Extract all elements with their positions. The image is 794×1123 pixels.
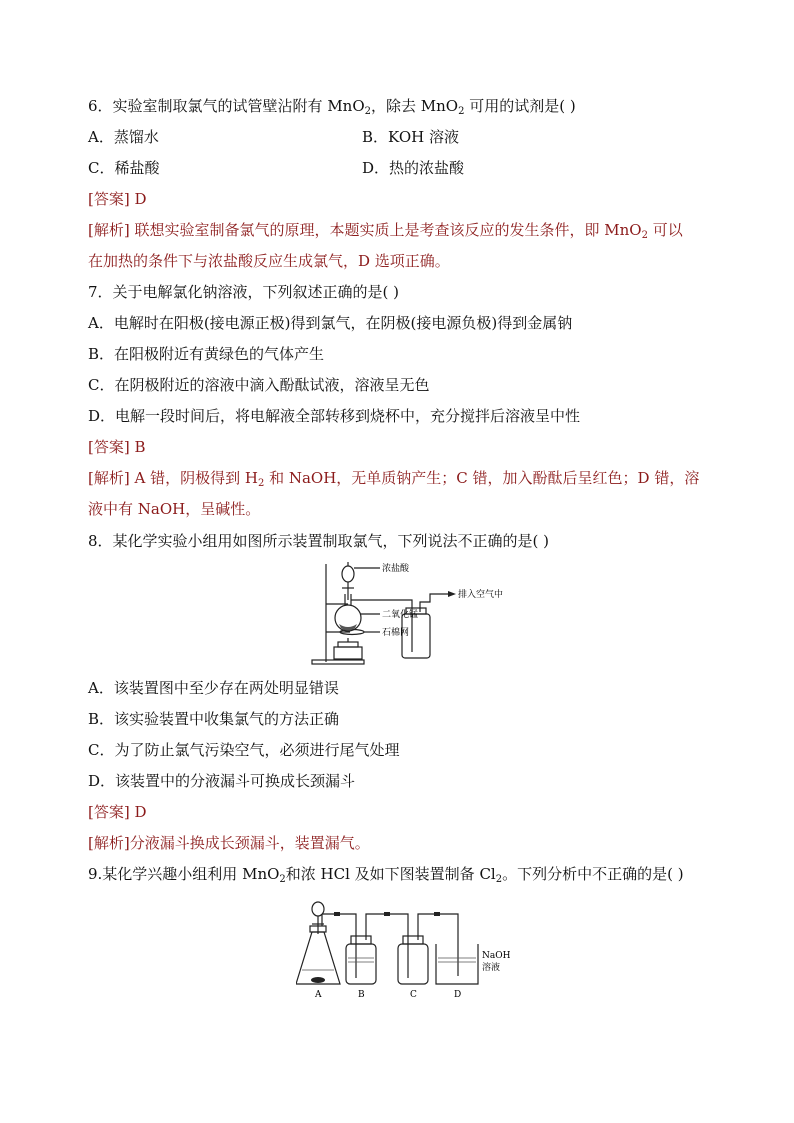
q6-analysis-line2: 在加热的条件下与浓盐酸反应生成氯气，D 选项正确。 (88, 252, 450, 270)
q8-analysis: [解析]分液漏斗换成长颈漏斗，装置漏气。 (88, 834, 370, 852)
cl2-preparation-figure (296, 900, 526, 1004)
label-b: B (358, 990, 365, 1000)
chlorine-apparatus-drawing (308, 560, 528, 670)
q6-stem: 6．实验室制取氯气的试管壁沾附有 MnO$_2$，除去 MnO$_2$ 可用的试剂是( ) (88, 97, 576, 117)
q6-option-a: A．蒸馏水 (88, 128, 159, 146)
q6-answer: [答案] D (88, 190, 147, 208)
q6-option-c: C．稀盐酸 (88, 159, 160, 177)
label-naoh: NaOH (482, 951, 511, 961)
q7-option-d: D．电解一段时间后，将电解液全部转移到烧杯中，充分搅拌后溶液呈中性 (88, 407, 581, 425)
q8-option-d: D．该装置中的分液漏斗可换成长颈漏斗 (88, 772, 356, 790)
label-mno2: 二氧化锰 (382, 610, 419, 620)
q7-analysis-line1: [解析] A 错，阴极得到 $H_2$ 和 NaOH，无单质钠产生；C 错，加入酚酞后呈红色；D 错，溶 (88, 469, 700, 489)
label-vent-to-air: 排入空气中 (458, 590, 504, 600)
q8-option-a: A．该装置图中至少存在两处明显错误 (88, 679, 339, 697)
chlorine-apparatus-figure (308, 560, 528, 670)
q8-option-c: C．为了防止氯气污染空气，必须进行尾气处理 (88, 741, 400, 759)
label-naoh-solution: 溶液 (482, 963, 501, 973)
q6-analysis-line1: [解析] 联想实验室制备氯气的原理，本题实质上是考查该反应的发生条件，即 MnO$_2$ 可以 (88, 221, 683, 241)
q8-answer: [答案] D (88, 803, 147, 821)
q7-option-b: B．在阳极附近有黄绿色的气体产生 (88, 345, 325, 363)
q9-stem: 9.某化学兴趣小组利用 MnO$_2$和浓 HCl 及如下图装置制备 $Cl_2$。下列分析中不正确的是( ) (88, 865, 684, 885)
cl2-preparation-drawing (296, 900, 526, 1004)
q7-answer: [答案] B (88, 438, 146, 456)
q8-stem: 8．某化学实验小组用如图所示装置制取氯气，下列说法不正确的是( ) (88, 532, 550, 550)
q7-stem: 7．关于电解氯化钠溶液，下列叙述正确的是( ) (88, 283, 400, 301)
q7-analysis-line2: 液中有 NaOH，呈碱性。 (88, 500, 261, 518)
label-asbestos-gauze: 石棉网 (382, 628, 410, 638)
q8-option-b: B．该实验装置中收集氯气的方法正确 (88, 710, 340, 728)
q6-option-b: B．KOH 溶液 (362, 128, 459, 146)
label-d: D (454, 990, 462, 1000)
label-a: A (315, 990, 322, 1000)
q6-option-d: D．热的浓盐酸 (362, 159, 465, 177)
label-c: C (410, 990, 417, 1000)
label-conc-hcl: 浓盐酸 (382, 564, 410, 574)
q7-option-c: C．在阴极附近的溶液中滴入酚酞试液，溶液呈无色 (88, 376, 430, 394)
q7-option-a: A．电解时在阳极(接电源正极)得到氯气，在阴极(接电源负极)得到金属钠 (88, 314, 573, 332)
